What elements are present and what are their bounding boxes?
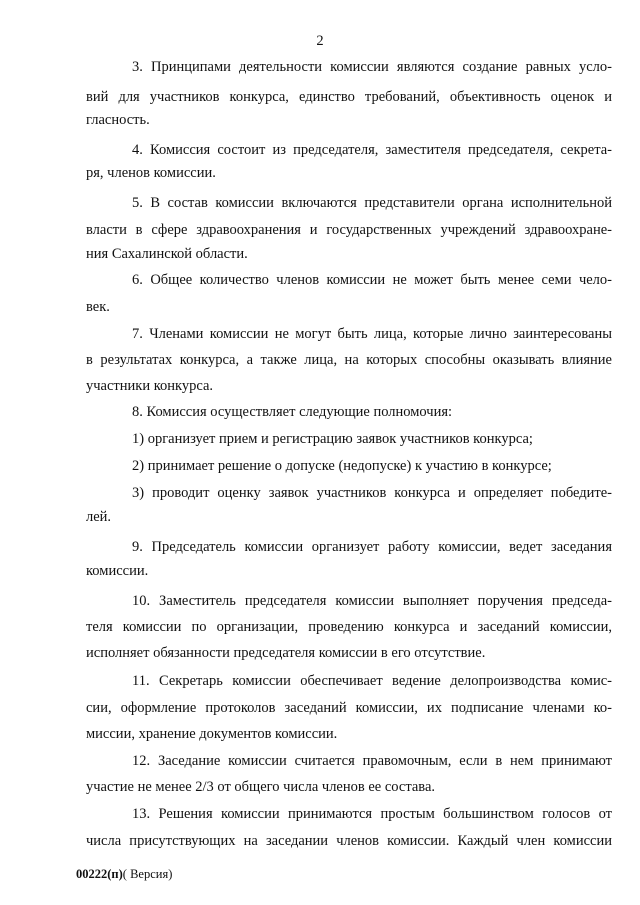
text-line: 2) принимает решение о допуске (недопуске) к участию в конкурсе; (132, 458, 552, 474)
text-line: числа присутствующих на заседании членов комиссии. Каждый член комиссии (86, 833, 612, 849)
footer (76, 867, 172, 882)
page-number: 2 (316, 33, 324, 49)
footer-version: ( Версия) (122, 867, 173, 881)
text-line: лей. (86, 509, 112, 525)
text-line: комиссии. (86, 563, 149, 579)
text-line: вий для участников конкурса, единство требований, объективность оценок и (86, 89, 612, 105)
text-line: 11. Секретарь комиссии обеспечивает ведение делопроизводства комис- (132, 673, 612, 689)
text-line: 9. Председатель комиссии организует работу комиссии, ведет заседания (132, 539, 612, 555)
text-line: 6. Общее количество членов комиссии не может быть менее семи чело- (132, 272, 612, 288)
text-line: участие не менее 2/3 от общего числа членов ее состава. (86, 779, 435, 795)
text-line: век. (86, 299, 110, 315)
text-line: 5. В состав комиссии включаются представители органа исполнительной (132, 195, 612, 211)
text-line: в результатах конкурса, а также лица, на которых способны оказывать влияние (86, 352, 612, 368)
text-line: 13. Решения комиссии принимаются простым большинством голосов от (132, 806, 612, 822)
text-line: 10. Заместитель председателя комиссии выполняет поручения председа- (132, 593, 612, 609)
text-line: 1) организует прием и регистрацию заявок участников конкурса; (132, 431, 533, 447)
text-line: 3. Принципами деятельности комиссии являются создание равных усло- (132, 59, 612, 75)
text-line: гласность. (86, 112, 150, 128)
footer-code: 00222(п) (76, 867, 123, 881)
text-line: власти в сфере здравоохранения и государственных учреждений здравоохране- (86, 222, 612, 238)
text-line: участники конкурса. (86, 378, 214, 394)
text-line: миссии, хранение документов комиссии. (86, 726, 338, 742)
text-line: 4. Комиссия состоит из председателя, заместителя председателя, секрета- (132, 142, 612, 158)
text-line: 7. Членами комиссии не могут быть лица, которые лично заинтересованы (132, 326, 612, 342)
text-line: исполняет обязанности председателя комиссии в его отсутствие. (86, 645, 486, 661)
text-line: сии, оформление протоколов заседаний комиссии, их подписание членами ко- (86, 700, 612, 716)
text-line: ря, членов комиссии. (86, 165, 216, 181)
text-line: ния Сахалинской области. (86, 246, 248, 262)
text-line: теля комиссии по организации, проведению конкурса и заседаний комиссии, (86, 619, 612, 635)
text-line: 8. Комиссия осуществляет следующие полномочия: (132, 404, 453, 420)
text-line: 12. Заседание комиссии считается правомочным, если в нем принимают (132, 753, 612, 769)
text-line: 3) проводит оценку заявок участников конкурса и определяет победите- (132, 485, 612, 501)
